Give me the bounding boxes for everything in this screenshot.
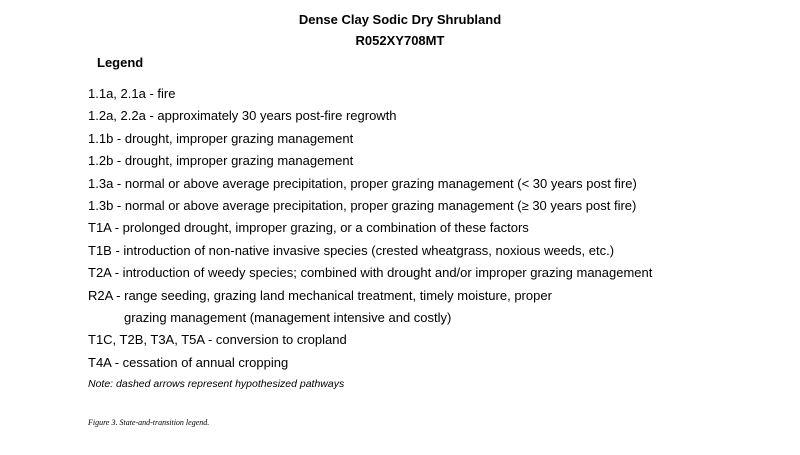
figure-caption: Figure 3. State-and-transition legend. xyxy=(88,418,210,427)
legend-heading: Legend xyxy=(97,55,144,70)
note: Note: dashed arrows represent hypothesized pathways xyxy=(88,378,345,390)
legend-item: R2A - range seeding, grazing land mechanical treatment, timely moisture, proper xyxy=(88,288,552,303)
legend-item-continuation: grazing management (management intensive and costly) xyxy=(124,310,452,325)
legend-item: T1A - prolonged drought, improper grazing, or a combination of these factors xyxy=(88,220,529,235)
title-line-1: Dense Clay Sodic Dry Shrubland xyxy=(298,12,502,27)
legend-item: 1.3b - normal or above average precipitation, proper grazing management (≥ 30 years post fire) xyxy=(88,198,637,213)
legend-item: 1.2b - drought, improper grazing management xyxy=(88,153,354,168)
legend-item: 1.3a - normal or above average precipitation, proper grazing management (< 30 years post fire) xyxy=(88,176,637,191)
legend-item: 1.2a, 2.2a - approximately 30 years post-fire regrowth xyxy=(88,108,397,123)
title-line-2: R052XY708MT xyxy=(355,33,445,48)
legend-item: 1.1a, 2.1a - fire xyxy=(88,86,176,101)
legend-item: 1.1b - drought, improper grazing management xyxy=(88,131,354,146)
legend-item: T1C, T2B, T3A, T5A - conversion to cropland xyxy=(88,332,347,347)
legend-item: T1B - introduction of non-native invasive species (crested wheatgrass, noxious weeds, etc.) xyxy=(88,243,615,258)
legend-item: T2A - introduction of weedy species; combined with drought and/or improper grazing management xyxy=(88,265,653,280)
legend-item: T4A - cessation of annual cropping xyxy=(88,355,289,370)
